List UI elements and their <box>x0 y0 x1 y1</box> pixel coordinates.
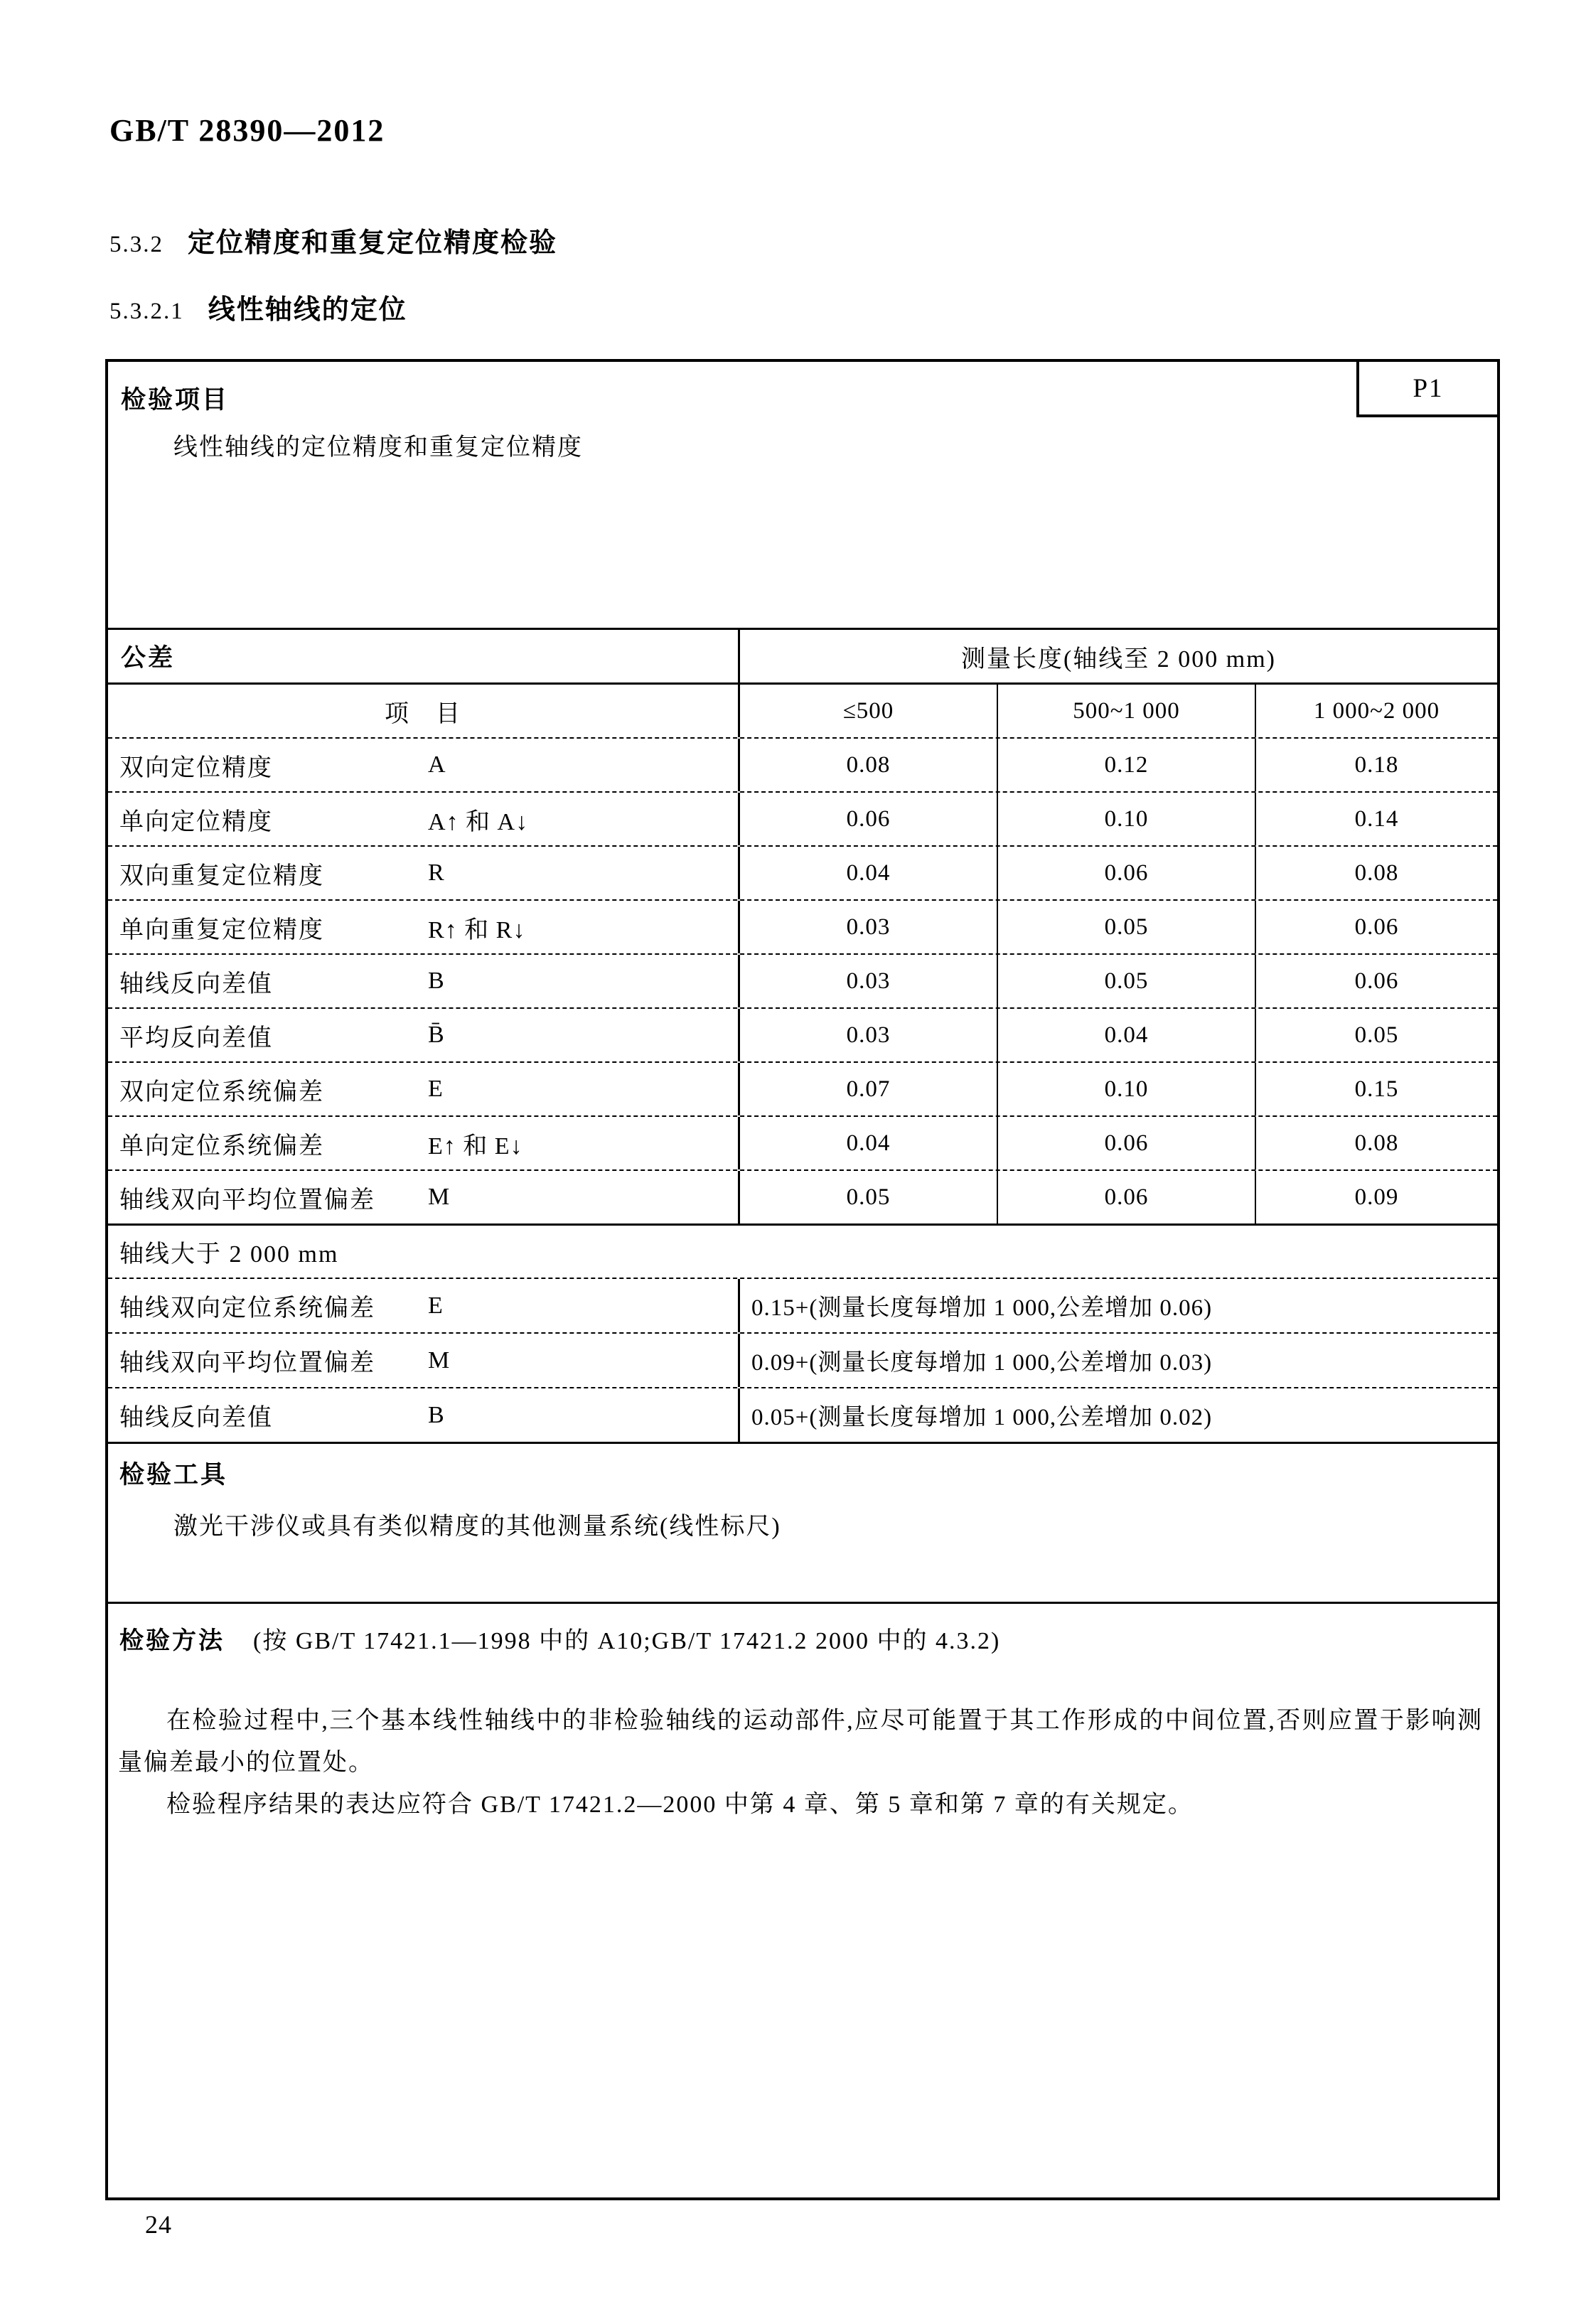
formula-value: 0.05+(测量长度每增加 1 000,公差增加 0.02) <box>751 1405 1213 1430</box>
tolerance-value: 0.03 <box>846 914 891 940</box>
tools-description: 激光干涉仪或具有类似精度的其他测量系统(线性标尺) <box>173 1514 781 1540</box>
tolerance-value: 0.15 <box>1354 1076 1399 1102</box>
row-label: 单向重复定位精度 <box>119 916 324 943</box>
tools-label: 检验工具 <box>119 1461 228 1489</box>
inspection-item-description: 线性轴线的定位精度和重复定位精度 <box>173 434 583 461</box>
tolerance-value: 0.12 <box>1104 751 1149 778</box>
inspection-item-label: 检验项目 <box>121 386 230 414</box>
page-number: 24 <box>145 2210 172 2239</box>
method-label: 检验方法 <box>119 1628 225 1654</box>
row-symbol: B̄ <box>428 1022 445 1048</box>
method-notes <box>108 1700 1497 1826</box>
row-symbol: M <box>428 1346 451 1373</box>
formula-value: 0.15+(测量长度每增加 1 000,公差增加 0.06) <box>751 1295 1213 1321</box>
row-symbol: A↑ 和 A↓ <box>428 808 529 835</box>
method-description: (按 GB/T 17421.1—1998 中的 A10;GB/T 17421.2 2000 中的 4.3.2) <box>253 1628 1001 1654</box>
table-row <box>108 1061 1497 1115</box>
tolerance-value: 0.08 <box>1354 1130 1399 1156</box>
row-label: 轴线反向差值 <box>119 970 273 997</box>
formula-row <box>108 1332 1497 1387</box>
tolerance-value: 0.07 <box>846 1076 891 1102</box>
tolerance-value: 0.03 <box>846 968 891 994</box>
tolerance-value: 0.10 <box>1104 805 1149 832</box>
tolerance-value: 0.08 <box>1354 860 1399 886</box>
row-label: 轴线双向定位系统偏差 <box>119 1295 375 1322</box>
table-header-row <box>108 362 1497 628</box>
tolerance-value: 0.09 <box>1354 1184 1399 1210</box>
tolerance-value: 0.05 <box>1354 1022 1399 1048</box>
item-code-box: P1 <box>1356 362 1497 417</box>
table-row <box>108 953 1497 1007</box>
table-row <box>108 1169 1497 1223</box>
item-column-header: 项 目 <box>385 700 461 727</box>
tolerance-value: 0.05 <box>846 1184 891 1210</box>
table-row <box>108 791 1497 845</box>
tolerance-value: 0.04 <box>846 860 891 886</box>
tolerance-value: 0.14 <box>1354 805 1399 832</box>
section-heading-5-3-2 <box>109 220 557 259</box>
formula-row <box>108 1278 1497 1332</box>
section-number: 5.3.2 <box>109 232 164 257</box>
inspection-tools-section <box>108 1442 1497 1602</box>
tolerance-value: 0.06 <box>846 805 891 832</box>
row-label: 轴线双向平均位置偏差 <box>119 1187 375 1214</box>
section-number: 5.3.2.1 <box>109 299 184 324</box>
table-row <box>108 737 1497 791</box>
axis-over-2000-band <box>108 1223 1497 1278</box>
row-symbol: E↑ 和 E↓ <box>428 1132 523 1160</box>
tolerance-value: 0.18 <box>1354 751 1399 778</box>
row-label: 双向定位精度 <box>119 754 273 781</box>
tolerance-value: 0.06 <box>1104 860 1149 886</box>
section-title: 线性轴线的定位 <box>208 295 407 325</box>
tolerance-value: 0.05 <box>1104 968 1149 994</box>
section-title: 定位精度和重复定位精度检验 <box>188 228 558 258</box>
tolerance-value: 0.06 <box>1354 914 1399 940</box>
tolerance-value: 0.06 <box>1104 1130 1149 1156</box>
row-label: 单向定位精度 <box>119 808 273 835</box>
tolerance-value: 0.05 <box>1104 914 1149 940</box>
table-row <box>108 845 1497 899</box>
band-label: 轴线大于 2 000 mm <box>119 1241 339 1268</box>
row-label: 轴线双向平均位置偏差 <box>119 1350 375 1376</box>
range-header-1: ≤500 <box>842 697 894 724</box>
range-header-2: 500~1 000 <box>1073 697 1180 724</box>
row-symbol: E <box>428 1076 444 1102</box>
row-symbol: A <box>428 751 446 778</box>
table-row <box>108 1115 1497 1169</box>
row-symbol: B <box>428 1401 445 1428</box>
tolerance-value: 0.10 <box>1104 1076 1149 1102</box>
row-symbol: E <box>428 1292 444 1319</box>
column-header-row <box>108 682 1497 737</box>
row-label: 双向重复定位精度 <box>119 862 324 889</box>
row-label: 轴线反向差值 <box>119 1405 273 1431</box>
tolerance-value: 0.06 <box>1104 1184 1149 1210</box>
tolerance-label: 公差 <box>121 644 176 672</box>
tolerance-header-row <box>108 628 1497 682</box>
row-label: 平均反向差值 <box>119 1024 273 1051</box>
formula-value: 0.09+(测量长度每增加 1 000,公差增加 0.03) <box>751 1350 1213 1376</box>
table-row <box>108 1007 1497 1061</box>
inspection-table <box>105 359 1500 2200</box>
row-symbol: R <box>428 860 445 886</box>
note-paragraph: 检验程序结果的表达应符合 GB/T 17421.2—2000 中第 4 章、第 5 章和第 7 章的有关规定。 <box>166 1792 1194 1818</box>
row-label: 单向定位系统偏差 <box>119 1132 324 1160</box>
measure-length-header: 测量长度(轴线至 2 000 mm) <box>738 630 1497 682</box>
table-row <box>108 899 1497 953</box>
range-header-3: 1 000~2 000 <box>1313 697 1440 724</box>
row-symbol: M <box>428 1184 451 1210</box>
tolerance-value: 0.06 <box>1354 968 1399 994</box>
row-symbol: B <box>428 968 445 994</box>
tolerance-value: 0.04 <box>846 1130 891 1156</box>
formula-row <box>108 1387 1497 1442</box>
section-heading-5-3-2-1 <box>109 287 407 326</box>
tolerance-value: 0.03 <box>846 1022 891 1048</box>
tolerance-value: 0.08 <box>846 751 891 778</box>
inspection-method-section <box>108 1602 1497 2197</box>
note-paragraph: 在检验过程中,三个基本线性轴线中的非检验轴线的运动部件,应尽可能置于其工作形成的中间位置,否则应置于影响测量偏差最小的位置处。 <box>118 1708 1483 1776</box>
tolerance-value: 0.04 <box>1104 1022 1149 1048</box>
row-label: 双向定位系统偏差 <box>119 1078 324 1105</box>
standard-number: GB/T 28390—2012 <box>109 113 385 148</box>
row-symbol: R↑ 和 R↓ <box>428 916 526 943</box>
